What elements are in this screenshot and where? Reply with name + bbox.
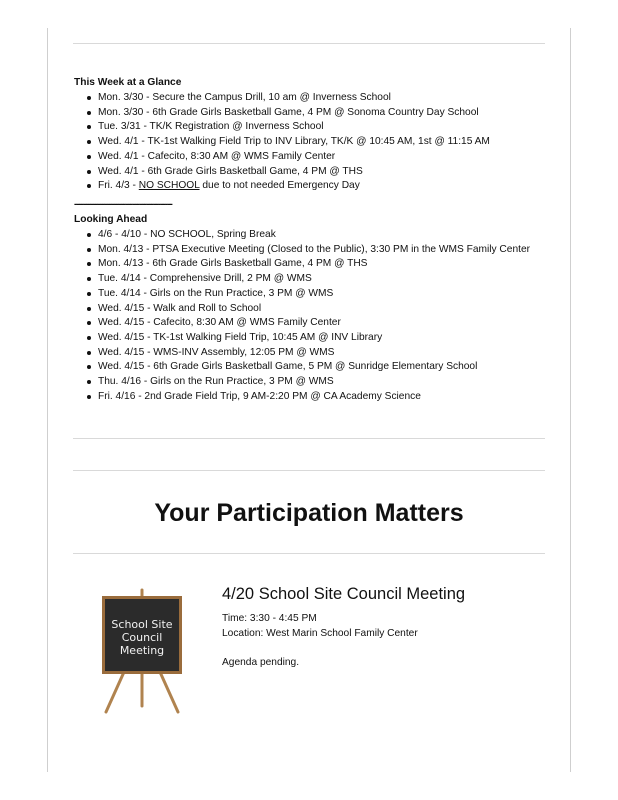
meeting-agenda: Agenda pending.: [222, 657, 300, 668]
top-divider: [73, 43, 545, 44]
list-item: Thu. 4/16 - Girls on the Run Practice, 3 PM @ WMS: [98, 375, 530, 390]
list-item: [98, 179, 490, 194]
looking-ahead-title: Looking Ahead: [74, 214, 148, 225]
list-item: Tue. 4/14 - Girls on the Run Practice, 3 PM @ WMS: [98, 287, 530, 302]
list-item: 4/6 - 4/10 - NO SCHOOL, Spring Break: [98, 228, 530, 243]
list-item: Fri. 4/16 - 2nd Grade Field Trip, 9 AM-2:20 PM @ CA Academy Science: [98, 390, 530, 405]
meeting-location: Location: West Marin School Family Center: [222, 628, 418, 639]
list-item: Wed. 4/1 - Cafecito, 8:30 AM @ WMS Family Center: [98, 150, 490, 165]
section-divider: [73, 438, 545, 439]
looking-ahead-list: [73, 228, 530, 404]
list-item: Mon. 3/30 - 6th Grade Girls Basketball Game, 4 PM @ Sonoma Country Day School: [98, 106, 490, 121]
section-divider: [73, 470, 545, 471]
list-item: Wed. 4/15 - Cafecito, 8:30 AM @ WMS Family Center: [98, 316, 530, 331]
list-item: Mon. 4/13 - PTSA Executive Meeting (Closed to the Public), 3:30 PM in the WMS Family Center: [98, 243, 530, 258]
no-school-underlined: NO SCHOOL: [138, 180, 200, 192]
list-item: Tue. 3/31 - TK/K Registration @ Inverness School: [98, 120, 490, 135]
list-item: Wed. 4/1 - TK-1st Walking Field Trip to INV Library, TK/K @ 10:45 AM, 1st @ 11:15 AM: [98, 135, 490, 150]
board-text-line: Meeting: [119, 644, 165, 657]
meeting-time: Time: 3:30 - 4:45 PM: [222, 613, 317, 624]
right-border: [570, 28, 571, 772]
participation-heading: Your Participation Matters: [154, 499, 464, 527]
list-item: Wed. 4/15 - Walk and Roll to School: [98, 302, 530, 317]
list-item: Wed. 4/1 - 6th Grade Girls Basketball Game, 4 PM @ THS: [98, 165, 490, 180]
chalkboard-easel-image: [98, 588, 186, 716]
meeting-title: 4/20 School Site Council Meeting: [222, 585, 466, 603]
week-at-a-glance-title: This Week at a Glance: [74, 77, 182, 88]
board-text-line: Council: [121, 631, 163, 644]
list-item: Wed. 4/15 - TK-1st Walking Field Trip, 10:45 AM @ INV Library: [98, 331, 530, 346]
dash-divider: ------------------------------------------: [74, 199, 172, 210]
section-divider: [73, 553, 545, 554]
list-item: Mon. 3/30 - Secure the Campus Drill, 10 am @ Inverness School: [98, 91, 490, 106]
list-item: Mon. 4/13 - 6th Grade Girls Basketball Game, 4 PM @ THS: [98, 257, 530, 272]
list-item-prefix: Fri. 4/3 -: [98, 180, 139, 192]
left-border: [47, 28, 48, 772]
list-item-suffix: due to not needed Emergency Day: [199, 180, 360, 192]
week-event-list: [73, 91, 490, 194]
list-item: Wed. 4/15 - WMS-INV Assembly, 12:05 PM @ WMS: [98, 346, 530, 361]
list-item: Wed. 4/15 - 6th Grade Girls Basketball Game, 5 PM @ Sunridge Elementary School: [98, 360, 530, 375]
list-item: Tue. 4/14 - Comprehensive Drill, 2 PM @ WMS: [98, 272, 530, 287]
board-text-line: School Site: [111, 618, 173, 631]
